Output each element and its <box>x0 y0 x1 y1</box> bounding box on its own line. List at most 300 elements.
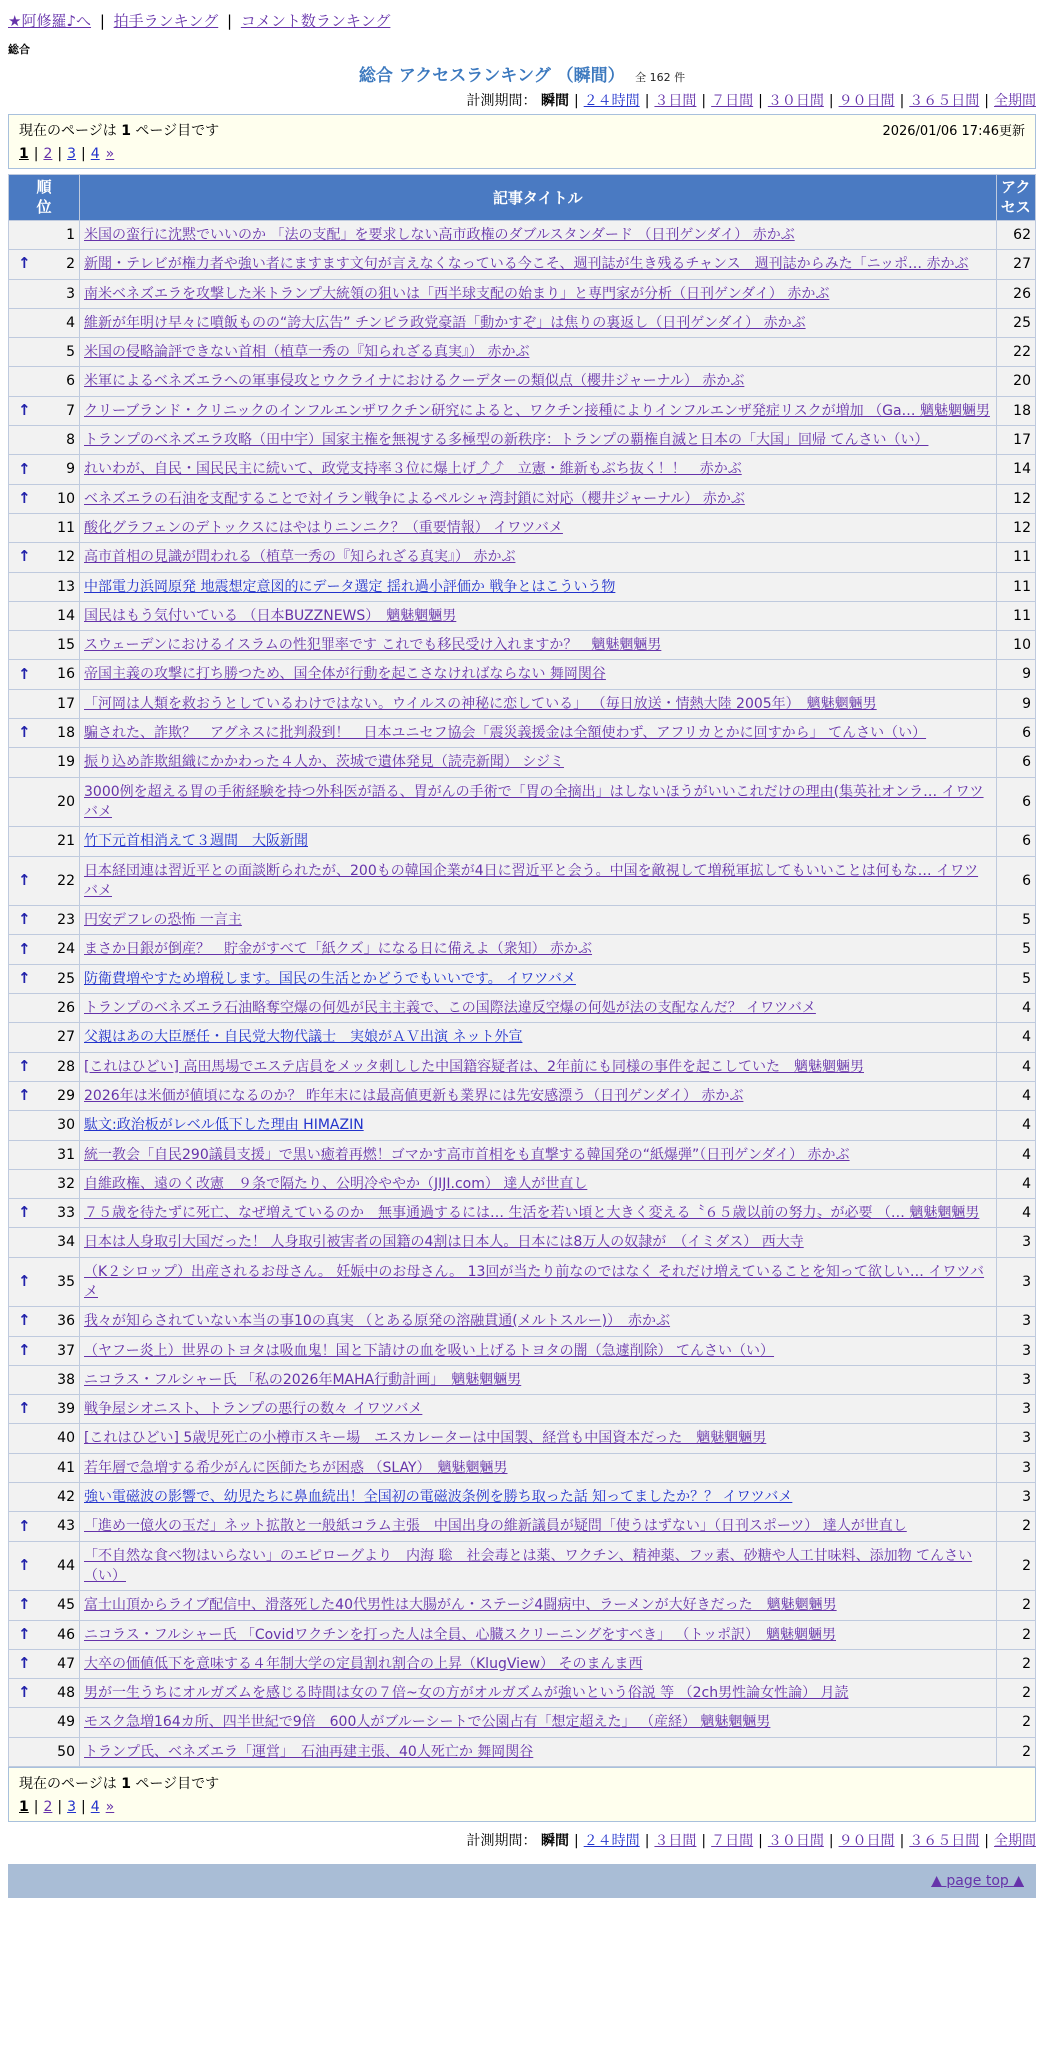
rank-cell <box>9 1737 80 1766</box>
table-row <box>9 513 1036 542</box>
article-link[interactable]: 米軍によるベネズエラへの軍事侵攻とウクライナにおけるクーデターの類似点（櫻井ジャーナル） 赤かぶ <box>84 373 745 390</box>
table-row <box>9 338 1036 367</box>
article-link[interactable]: トランプのベネズエラ攻略（田中宇）国家主権を無視する多極型の新秩序：トランプの覇権自滅と日本の「大国」回帰 てんさい（い） <box>84 432 929 449</box>
access-count: 3 <box>996 1336 1036 1365</box>
rank-cell <box>9 719 80 748</box>
article-link[interactable]: 米国の蛮行に沈黙でいいのか 「法の支配」を要求しない高市政権のダブルスタンダード （日刊ゲンダイ） 赤かぶ <box>84 227 795 243</box>
article-link[interactable]: 自維政権、遠のく改憲 ９条で隔たり、公明冷ややか（JIJI.com） 達人が世直し <box>84 1175 588 1192</box>
access-count: 5 <box>996 964 1036 993</box>
table-row <box>9 221 1036 250</box>
rank-number: 21 <box>57 833 75 850</box>
article-link[interactable]: 国民はもう気付いている （日本BUZZNEWS） 魑魅魍魎男 <box>84 607 457 624</box>
title-cell <box>80 1140 997 1169</box>
rank-cell <box>9 1169 80 1198</box>
title-cell <box>80 1023 997 1052</box>
rank-cell <box>9 1395 80 1424</box>
title-cell <box>80 935 997 964</box>
page-top-link[interactable]: ▲ page top ▲ <box>931 1873 1024 1890</box>
rank-number: 31 <box>57 1146 75 1163</box>
period-link[interactable]: ２４時間 <box>583 1833 640 1850</box>
rank-up-icon: ↑ <box>18 939 31 958</box>
table-row <box>9 935 1036 964</box>
article-link[interactable]: 竹下元首相消えて３週間 大阪新聞 <box>84 833 308 850</box>
article-link[interactable]: 3000例を超える胃の手術経験を持つ外科医が語る、胃がんの手術で「胃の全摘出」はしないほうがいいこれだけの理由(集英社オンラ… イワツバメ <box>84 783 984 820</box>
rank-number: 6 <box>66 373 75 390</box>
title-cell <box>80 396 997 425</box>
access-count: 62 <box>996 221 1036 250</box>
period-separator: | <box>899 93 905 109</box>
access-count: 2 <box>996 1512 1036 1541</box>
rank-cell <box>9 748 80 777</box>
rank-cell <box>9 1111 80 1140</box>
title-cell <box>80 631 997 660</box>
period-link[interactable]: ９０日間 <box>838 93 895 109</box>
table-row <box>9 455 1036 484</box>
period-separator: | <box>828 93 834 109</box>
article-link[interactable]: スウェーデンにおけるイスラムの性犯罪率です これでも移民受け入れますか？ 魑魅魍魎男 <box>84 637 662 654</box>
rank-cell <box>9 906 80 935</box>
page-separator: | <box>81 1799 86 1816</box>
footer-bar <box>8 1864 1036 1898</box>
table-row <box>9 631 1036 660</box>
rank-number: 10 <box>57 490 75 507</box>
current-page-prefix: 現在のページは <box>19 1776 117 1793</box>
current-page-suffix: ページ目です <box>135 1776 220 1793</box>
page-separator: | <box>33 146 39 162</box>
title-cell <box>80 1111 997 1140</box>
table-row <box>9 250 1036 279</box>
title-cell <box>80 964 997 993</box>
title-cell <box>80 513 997 542</box>
access-count: 4 <box>996 994 1036 1023</box>
article-link[interactable]: [これはひどい] 高田馬場でエステ店員をメッタ刺しした中国籍容疑者は、2年前にも同様の事件を起こしていた 魑魅魍魎男 <box>84 1058 864 1075</box>
rank-cell <box>9 396 80 425</box>
title-cell <box>80 1453 997 1482</box>
title-cell <box>80 1395 997 1424</box>
rank-number: 12 <box>57 549 75 566</box>
rank-cell <box>9 484 80 513</box>
ranking-table <box>8 174 1036 1767</box>
page-link[interactable]: 3 <box>67 1799 77 1816</box>
period-current: 瞬間 <box>540 1833 569 1850</box>
period-link[interactable]: ３６５日間 <box>909 1833 980 1850</box>
table-row <box>9 1395 1036 1424</box>
rank-up-icon: ↑ <box>18 488 31 507</box>
current-page-suffix: ページ目です <box>135 123 220 139</box>
article-link[interactable]: 「河岡は人類を救おうとしているわけではない。ウイルスの神秘に恋している」 （毎日放送・情熱大陸 2005年） 魑魅魍魎男 <box>84 695 877 712</box>
rank-cell <box>9 1424 80 1453</box>
rank-number: 50 <box>57 1743 75 1760</box>
access-count: 6 <box>996 827 1036 856</box>
title-cell <box>80 827 997 856</box>
title-cell <box>80 1169 997 1198</box>
table-row <box>9 1111 1036 1140</box>
access-count: 12 <box>996 513 1036 542</box>
article-link[interactable]: ニコラス・フルシャー氏 「Covidワクチンを打った人は全員、心臓スクリーニングをすべき」 （トッポ訳） 魑魅魍魎男 <box>84 1626 837 1643</box>
rank-cell <box>9 964 80 993</box>
access-count: 9 <box>996 660 1036 689</box>
rank-number: 14 <box>57 607 75 624</box>
title-cell <box>80 906 997 935</box>
rank-up-icon: ↑ <box>18 723 31 742</box>
period-link[interactable]: ９０日間 <box>838 1833 895 1850</box>
access-count: 5 <box>996 906 1036 935</box>
rank-cell <box>9 631 80 660</box>
title-cell <box>80 1512 997 1541</box>
rank-number: 40 <box>57 1430 75 1447</box>
table-row <box>9 1708 1036 1737</box>
table-row <box>9 1140 1036 1169</box>
period-separator: | <box>644 1833 650 1850</box>
article-link[interactable]: 統一教会「自民290議員支援」で黒い癒着再燃！ゴマかす高市首相をも直撃する韓国発の“紙爆弾”（日刊ゲンダイ） 赤かぶ <box>84 1146 850 1163</box>
access-count: 12 <box>996 484 1036 513</box>
rank-number: 5 <box>66 344 75 361</box>
rank-number: 42 <box>57 1489 75 1506</box>
page-separator: | <box>33 1799 39 1816</box>
article-link[interactable]: （ヤフー炎上）世界のトヨタは吸血鬼！国と下請けの血を吸い上げるトヨタの闇（急遽削除） てんさい（い） <box>84 1342 775 1359</box>
access-count: 4 <box>996 1199 1036 1228</box>
rank-number: 18 <box>57 725 75 742</box>
pagination-links-bottom <box>19 1799 1025 1815</box>
article-link[interactable]: 日本は人身取引大国だった！ 人身取引被害者の国籍の4割は日本人。日本には8万人の奴隷が （イミダス） 西大寺 <box>84 1234 804 1251</box>
rank-number: 29 <box>57 1087 75 1104</box>
access-count: 3 <box>996 1395 1036 1424</box>
rank-cell <box>9 827 80 856</box>
pagination-links-top <box>19 146 1025 162</box>
title-cell <box>80 1541 997 1591</box>
article-link[interactable]: [これはひどい] 5歳児死亡の小樽市スキー場 エスカレーターは中国製、経営も中国資本だった 魑魅魍魎男 <box>84 1430 767 1447</box>
rank-cell <box>9 426 80 455</box>
rank-number: 47 <box>57 1655 75 1672</box>
article-link[interactable]: 中部電力浜岡原発 地震想定意図的にデータ選定 揺れ過小評価か 戦争とはこういう物 <box>84 578 616 595</box>
rank-up-icon: ↑ <box>18 1340 31 1359</box>
article-link[interactable]: 新聞・テレビが権力者や強い者にますます文句が言えなくなっている今こそ、週刊誌が生き残るチャンス 週刊誌からみた「ニッポ… 赤かぶ <box>84 256 969 273</box>
table-row <box>9 827 1036 856</box>
rank-cell <box>9 1023 80 1052</box>
period-selector-top <box>8 90 1036 110</box>
rank-number: 41 <box>57 1459 75 1476</box>
article-link[interactable]: 南米ベネズエラを攻撃した米トランプ大統領の狙いは「西半球支配の始まり」と専門家が分析（日刊ゲンダイ） 赤かぶ <box>84 285 830 302</box>
rank-number: 28 <box>57 1058 75 1075</box>
title-cell <box>80 856 997 906</box>
period-separator: | <box>984 1833 989 1850</box>
rank-up-icon: ↑ <box>18 1654 31 1673</box>
rank-cell <box>9 1708 80 1737</box>
access-count: 27 <box>996 250 1036 279</box>
period-link[interactable]: ７日間 <box>711 93 754 109</box>
rank-number: 32 <box>57 1175 75 1192</box>
rank-cell <box>9 935 80 964</box>
rank-number: 19 <box>57 754 75 771</box>
total-count: 全 162 件 <box>635 71 686 84</box>
rank-number: 16 <box>57 666 75 683</box>
rank-up-icon: ↑ <box>18 1203 31 1222</box>
page-link[interactable]: 1 <box>19 146 29 162</box>
period-label: 計測期間： <box>466 93 537 109</box>
article-link[interactable]: 振り込め詐欺組織にかかわった４人か、茨城で遺体発見（読売新聞） シジミ <box>84 754 564 771</box>
page-link[interactable]: 4 <box>90 146 100 162</box>
rank-number: 11 <box>57 519 75 536</box>
title-cell <box>80 1365 997 1394</box>
title-cell <box>80 572 997 601</box>
rank-number: 34 <box>57 1234 75 1251</box>
article-link[interactable]: れいわが、自民・国民民主に続いて、政党支持率３位に爆上げ⤴⤴ 立憲・維新もぶち抜く！！ 赤かぶ <box>84 461 742 478</box>
nav-link-comment-ranking[interactable]: コメント数ランキング <box>240 12 391 30</box>
access-count: 2 <box>996 1541 1036 1591</box>
access-count: 2 <box>996 1591 1036 1620</box>
title-cell <box>80 994 997 1023</box>
article-link[interactable]: トランプ氏、ベネズエラ「運営」 石油再建主張、40人死亡か 舞岡関谷 <box>84 1743 534 1760</box>
period-link[interactable]: ３日間 <box>654 93 697 109</box>
rank-number: 35 <box>57 1273 75 1290</box>
pagination-box-bottom <box>8 1767 1036 1822</box>
nav-link-asyura-home[interactable]: ★阿修羅♪へ <box>8 12 92 30</box>
period-label: 計測期間： <box>466 1833 537 1850</box>
title-cell <box>80 660 997 689</box>
title-cell <box>80 1679 997 1708</box>
current-page-text <box>19 1773 1025 1793</box>
rank-up-icon: ↑ <box>18 1624 31 1643</box>
article-link[interactable]: ニコラス・フルシャー氏 「私の2026年MAHA行動計画」 魑魅魍魎男 <box>84 1371 522 1388</box>
period-link[interactable]: ２４時間 <box>583 93 640 109</box>
article-link[interactable]: 高市首相の見識が問われる（植草一秀の『知られざる真実』） 赤かぶ <box>84 549 516 566</box>
rank-cell <box>9 1649 80 1678</box>
table-row <box>9 1081 1036 1110</box>
table-row <box>9 1365 1036 1394</box>
rank-number: 23 <box>57 912 75 929</box>
rank-number: 36 <box>57 1313 75 1330</box>
table-row <box>9 1620 1036 1649</box>
article-link[interactable]: 防衛費増やすため増税します。国民の生活とかどうでもいいです。 イワツバメ <box>84 970 576 987</box>
period-link[interactable]: ３０日間 <box>767 93 824 109</box>
access-count: 10 <box>996 631 1036 660</box>
access-count: 18 <box>996 396 1036 425</box>
rank-cell <box>9 660 80 689</box>
access-count: 3 <box>996 1453 1036 1482</box>
rank-cell <box>9 1336 80 1365</box>
title-cell <box>80 1307 997 1336</box>
column-header-rank: 順位 <box>36 178 52 216</box>
article-link[interactable]: ７５歳を待たずに死亡、なぜ増えているのか 無事通過するには… 生活を若い頃と大きく変える〝６５歳以前の努力〟が必要 （… 魑魅魍魎男 <box>84 1205 980 1222</box>
rank-cell <box>9 1140 80 1169</box>
access-count: 4 <box>996 1140 1036 1169</box>
table-row <box>9 1483 1036 1512</box>
rank-number: 15 <box>57 637 75 654</box>
table-row <box>9 1228 1036 1257</box>
article-link[interactable]: （K２シロップ）出産されるお母さん。 妊娠中のお母さん。 13回が当たり前なのではなく それだけ増えていることを知って欲しい… イワツバメ <box>84 1263 985 1300</box>
rank-number: 24 <box>57 941 75 958</box>
rank-number: 30 <box>57 1117 75 1134</box>
rank-number: 4 <box>66 314 75 331</box>
page-link[interactable]: 1 <box>19 1799 29 1816</box>
article-link[interactable]: 「不自然な食べ物はいらない」のエピローグより 内海 聡 社会毒とは薬、ワクチン、精神薬、フッ素、砂糖や人工甘味料、添加物 てんさい（い） <box>84 1547 973 1584</box>
access-count: 3 <box>996 1257 1036 1307</box>
article-link[interactable]: 大卒の価値低下を意味する４年制大学の定員割れ割合の上昇（KlugView） そのまんま西 <box>84 1655 643 1672</box>
page-link[interactable]: 2 <box>43 1799 53 1816</box>
next-page-link[interactable]: » <box>105 146 115 162</box>
rank-cell <box>9 1541 80 1591</box>
title-cell <box>80 455 997 484</box>
period-link[interactable]: ３日間 <box>654 1833 697 1850</box>
rank-cell <box>9 856 80 906</box>
rank-number: 1 <box>66 227 75 243</box>
rank-up-icon: ↑ <box>18 968 31 987</box>
next-page-link[interactable]: » <box>105 1799 115 1816</box>
table-row <box>9 1424 1036 1453</box>
title-cell <box>80 1228 997 1257</box>
current-page-number: 1 <box>121 123 131 139</box>
rank-cell <box>9 221 80 250</box>
access-count: 5 <box>996 935 1036 964</box>
period-link[interactable]: 全期間 <box>994 93 1036 109</box>
rank-up-icon: ↑ <box>18 664 31 683</box>
rank-up-icon: ↑ <box>18 401 31 420</box>
rank-up-icon: ↑ <box>18 1399 31 1418</box>
title-cell <box>80 543 997 572</box>
table-row <box>9 484 1036 513</box>
rank-cell <box>9 455 80 484</box>
article-link[interactable]: 男が一生うちにオルガズムを感じる時間は女の７倍~女の方がオルガズムが強いという俗説 等 （2ch男性論女性論） 月読 <box>84 1685 849 1702</box>
page-title-line <box>8 61 1036 86</box>
rank-cell <box>9 279 80 308</box>
period-selector-bottom <box>8 1830 1036 1850</box>
rank-cell <box>9 777 80 827</box>
rank-up-icon: ↑ <box>18 1556 31 1575</box>
rank-number: 7 <box>66 402 75 419</box>
rank-up-icon: ↑ <box>18 870 31 889</box>
period-separator: | <box>701 93 707 109</box>
article-link[interactable]: 我々が知らされていない本当の事10の真実 （とある原発の溶融貫通(メルトスルー)） 赤かぶ <box>84 1313 671 1330</box>
period-link[interactable]: ３６５日間 <box>909 93 980 109</box>
article-link[interactable]: クリーブランド・クリニックのインフルエンザワクチン研究によると、ワクチン接種によりインフルエンザ発症リスクが増加 （Ga… 魑魅魍魎男 <box>84 402 990 419</box>
rank-cell <box>9 1453 80 1482</box>
table-row <box>9 748 1036 777</box>
column-header-access: アクセス <box>1000 178 1031 216</box>
rank-number: 44 <box>57 1557 75 1574</box>
category-label: 総合 <box>8 43 30 56</box>
table-row <box>9 1679 1036 1708</box>
rank-cell <box>9 513 80 542</box>
article-link[interactable]: ベネズエラの石油を支配することで対イラン戦争によるペルシャ湾封鎖に対応（櫻井ジャーナル） 赤かぶ <box>84 490 745 507</box>
access-count: 2 <box>996 1737 1036 1766</box>
rank-number: 46 <box>57 1626 75 1643</box>
table-row <box>9 367 1036 396</box>
article-link[interactable]: 戦争屋シオニスト、トランプの悪行の数々 イワツバメ <box>84 1401 423 1418</box>
title-cell <box>80 1591 997 1620</box>
article-link[interactable]: 若年層で急増する希少がんに医師たちが困惑 （SLAY） 魑魅魍魎男 <box>84 1459 508 1476</box>
article-link[interactable]: 「進め一億火の玉だ」ネット拡散と一般紙コラム主張 中国出身の維新議員が疑問「使うはずない」（日刊スポーツ） 達人が世直し <box>84 1518 907 1535</box>
title-cell <box>80 308 997 337</box>
rank-number: 48 <box>57 1685 75 1702</box>
title-cell <box>80 1199 997 1228</box>
article-link[interactable]: 2026年は米価が値頃になるのか？ 昨年末には最高値更新も業界には先安感漂う（日刊ゲンダイ） 赤かぶ <box>84 1087 744 1104</box>
title-cell <box>80 1737 997 1766</box>
rank-up-icon: ↑ <box>18 1516 31 1535</box>
article-link[interactable]: 強い電磁波の影響で、幼児たちに鼻血続出！全国初の電磁波条例を勝ち取った話 知ってましたか？？ イワツバメ <box>84 1489 793 1506</box>
title-cell <box>80 601 997 630</box>
access-count: 6 <box>996 748 1036 777</box>
table-row <box>9 1257 1036 1307</box>
title-cell <box>80 1052 997 1081</box>
access-count: 3 <box>996 1307 1036 1336</box>
page-link[interactable]: 2 <box>43 146 53 162</box>
rank-number: 17 <box>57 695 75 712</box>
article-link[interactable]: 日本経団連は習近平との面談断られたが、200もの韓国企業が4日に習近平と会う。中国を敵視して増税軍拡してもいいことは何もな… イワツバメ <box>84 862 979 899</box>
period-link[interactable]: ７日間 <box>711 1833 754 1850</box>
rank-cell <box>9 572 80 601</box>
title-cell <box>80 1336 997 1365</box>
article-link[interactable]: 富士山頂からライブ配信中、滑落死した40代男性は大腸がん・ステージ4闘病中、ラーメンが大好きだった 魑魅魍魎男 <box>84 1597 837 1614</box>
rank-cell <box>9 1483 80 1512</box>
period-link[interactable]: ３０日間 <box>767 1833 824 1850</box>
access-count: 6 <box>996 719 1036 748</box>
table-row <box>9 1737 1036 1766</box>
access-count: 4 <box>996 1081 1036 1110</box>
title-cell <box>80 250 997 279</box>
access-count: 2 <box>996 1708 1036 1737</box>
table-row <box>9 1052 1036 1081</box>
updated-timestamp: 2026/01/06 17:46更新 <box>882 124 1025 139</box>
period-separator: | <box>828 1833 834 1850</box>
access-count: 4 <box>996 1052 1036 1081</box>
table-row <box>9 1336 1036 1365</box>
title-cell <box>80 1708 997 1737</box>
rank-cell <box>9 1228 80 1257</box>
table-row <box>9 308 1036 337</box>
article-link[interactable]: 円安デフレの恐怖 一言主 <box>84 912 242 929</box>
article-link[interactable]: 米国の侵略論評できない首相（植草一秀の『知られざる真実』） 赤かぶ <box>84 344 530 361</box>
article-link[interactable]: モスク急増164カ所、四半世紀で9倍 600人がブルーシートで公園占有「想定超えた」 （産経） 魑魅魍魎男 <box>84 1714 771 1731</box>
page-link[interactable]: 3 <box>67 146 77 162</box>
rank-up-icon: ↑ <box>18 1683 31 1702</box>
access-count: 2 <box>996 1649 1036 1678</box>
access-count: 4 <box>996 1111 1036 1140</box>
period-separator: | <box>899 1833 905 1850</box>
rank-cell <box>9 1620 80 1649</box>
rank-number: 39 <box>57 1401 75 1418</box>
article-link[interactable]: 駄文:政治板がレベル低下した理由 HIMAZIN <box>84 1117 364 1134</box>
title-cell <box>80 1483 997 1512</box>
table-row <box>9 994 1036 1023</box>
article-link[interactable]: 騙された、詐欺？ アグネスに批判殺到！ 日本ユニセフ協会「震災義援金は全額使わず、アフリカとかに回すから」 てんさい（い） <box>84 725 927 742</box>
article-link[interactable]: 父親はあの大臣歴任・自民党大物代議士 実娘がＡＶ出演 ネット外宣 <box>84 1029 523 1046</box>
title-cell <box>80 367 997 396</box>
article-link[interactable]: 酸化グラフェンのデトックスにはやはりニンニク？（重要情報） イワツバメ <box>84 519 563 536</box>
page-separator: | <box>57 146 63 162</box>
table-row <box>9 1649 1036 1678</box>
page-link[interactable]: 4 <box>90 1799 100 1816</box>
article-link[interactable]: 帝国主義の攻撃に打ち勝つため、国全体が行動を起こさなければならない 舞岡関谷 <box>84 666 606 683</box>
rank-up-icon: ↑ <box>18 1056 31 1075</box>
period-separator: | <box>573 1833 579 1850</box>
rank-number: 2 <box>66 256 75 273</box>
table-row <box>9 1023 1036 1052</box>
rank-number: 26 <box>57 1000 75 1017</box>
rank-number: 22 <box>57 872 75 889</box>
article-link[interactable]: まさか日銀が倒産？ 貯金がすべて「紙クズ」になる日に備えよ（衆知） 赤かぶ <box>84 941 593 958</box>
period-link[interactable]: 全期間 <box>994 1833 1036 1850</box>
table-row <box>9 856 1036 906</box>
top-navigation <box>8 10 1036 31</box>
article-link[interactable]: 維新が年明け早々に噴飯ものの“誇大広告” チンピラ政党豪語「動かすぞ」は焦りの裏返し（日刊ゲンダイ） 赤かぶ <box>84 314 806 331</box>
rank-cell <box>9 1052 80 1081</box>
nav-link-clap-ranking[interactable]: 拍手ランキング <box>113 12 219 30</box>
article-link[interactable]: トランプのベネズエラ石油略奪空爆の何処が民主主義で、この国際法違反空爆の何処が法の支配なんだ？ イワツバメ <box>84 1000 816 1017</box>
access-count: 2 <box>996 1679 1036 1708</box>
rank-cell <box>9 1591 80 1620</box>
access-count: 6 <box>996 777 1036 827</box>
table-row <box>9 777 1036 827</box>
